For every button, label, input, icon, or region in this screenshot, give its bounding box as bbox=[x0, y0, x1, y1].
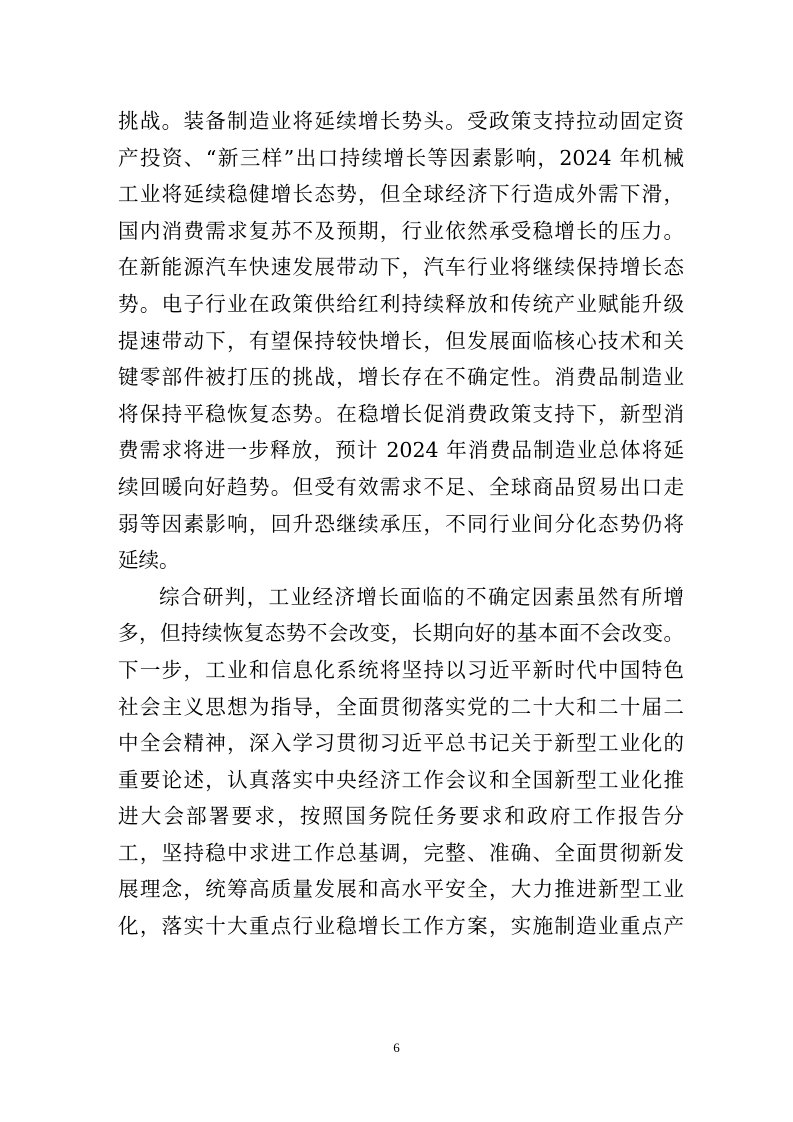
paragraph-1-line-5: 在新能源汽车快速发展带动下，汽车行业将继续保持增长态 bbox=[118, 255, 684, 280]
paragraph-1-line-11: 续回暖向好趋势。但受有效需求不足、全球商品贸易出口走 bbox=[118, 474, 684, 499]
paragraph-2-line-10: 化，落实十大重点行业稳增长工作方案，实施制造业重点产 bbox=[118, 914, 684, 939]
paragraph-2-line-7: 进大会部署要求，按照国务院任务要求和政府工作报告分 bbox=[118, 804, 684, 829]
paragraph-2-line-5: 中全会精神，深入学习贯彻习近平总书记关于新型工业化的 bbox=[118, 731, 684, 756]
paragraph-1-line-2: 产投资、“新三样”出口持续增长等因素影响，2024 年机械 bbox=[118, 145, 684, 170]
paragraph-1-line-6: 势。电子行业在政策供给红利持续释放和传统产业赋能升级 bbox=[118, 291, 684, 316]
body-text bbox=[118, 103, 684, 945]
paragraph-2-line-3: 下一步，工业和信息化系统将坚持以习近平新时代中国特色 bbox=[118, 657, 684, 682]
paragraph-1-line-10: 费需求将进一步释放，预计 2024 年消费品制造业总体将延 bbox=[118, 438, 684, 463]
paragraph-1-line-3: 工业将延续稳健增长态势，但全球经济下行造成外需下滑， bbox=[118, 182, 684, 207]
paragraph-1-line-13: 延续。 bbox=[118, 548, 180, 573]
paragraph-2-line-4: 社会主义思想为指导，全面贯彻落实党的二十大和二十届二 bbox=[118, 694, 684, 719]
paragraph-1-line-9: 将保持平稳恢复态势。在稳增长促消费政策支持下，新型消 bbox=[118, 401, 684, 426]
paragraph-1-line-1: 挑战。装备制造业将延续增长势头。受政策支持拉动固定资 bbox=[118, 109, 684, 133]
paragraph-2-line-9: 展理念，统筹高质量发展和高水平安全，大力推进新型工业 bbox=[118, 877, 684, 902]
paragraph-2-line-8: 工，坚持稳中求进工作总基调，完整、准确、全面贯彻新发 bbox=[118, 840, 684, 865]
paragraph-1-line-12: 弱等因素影响，回升恐继续承压，不同行业间分化态势仍将 bbox=[118, 511, 684, 536]
paragraph-1-line-8: 键零部件被打压的挑战，增长存在不确定性。消费品制造业 bbox=[118, 365, 684, 390]
page-number: 6 bbox=[393, 1040, 400, 1055]
paragraph-2-line-1: 综合研判，工业经济增长面临的不确定因素虽然有所增 bbox=[159, 584, 684, 609]
paragraph-2-line-2: 多，但持续恢复态势不会改变，长期向好的基本面不会改变。 bbox=[118, 621, 684, 646]
paragraph-1-line-7: 提速带动下，有望保持较快增长，但发展面临核心技术和关 bbox=[118, 328, 684, 353]
paragraph-1-line-4: 国内消费需求复苏不及预期，行业依然承受稳增长的压力。 bbox=[118, 218, 684, 243]
paragraph-2-line-6: 重要论述，认真落实中央经济工作会议和全国新型工业化推 bbox=[118, 767, 684, 792]
